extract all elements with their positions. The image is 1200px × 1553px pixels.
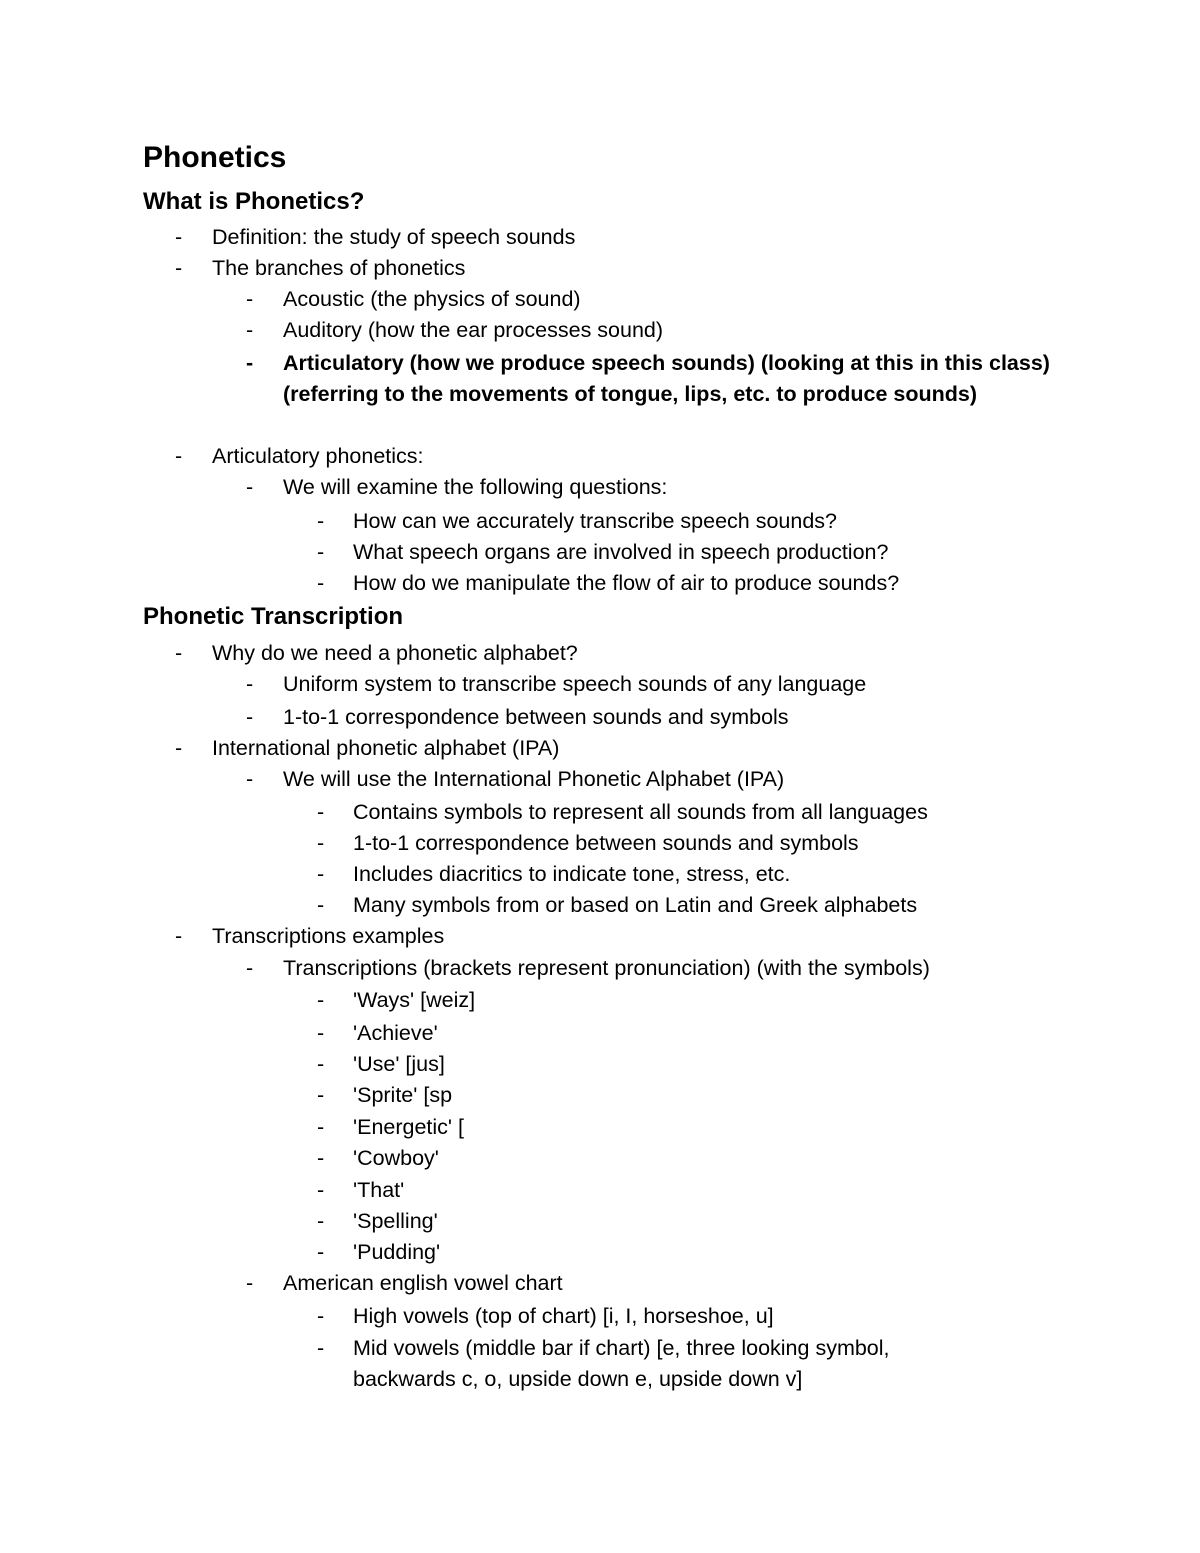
list-item-text: International phonetic alphabet (IPA) bbox=[212, 736, 560, 760]
list-item-text: Contains symbols to represent all sounds from all languages bbox=[353, 800, 928, 824]
bullet-dash: - bbox=[175, 736, 183, 760]
list-item-text: Why do we need a phonetic alphabet? bbox=[212, 641, 578, 665]
bullet-dash: - bbox=[317, 831, 325, 855]
list-item-text: 'Pudding' bbox=[353, 1240, 441, 1264]
bullet-dash: - bbox=[317, 1083, 325, 1107]
list-item-text: 'Achieve' bbox=[353, 1021, 438, 1045]
list-item-text: Auditory (how the ear processes sound) bbox=[283, 318, 664, 342]
bullet-dash: - bbox=[317, 988, 325, 1012]
bullet-dash: - bbox=[317, 1146, 325, 1170]
list-item-text: 'Ways' [weiz] bbox=[353, 988, 476, 1012]
list-item-text: We will use the International Phonetic Alphabet (IPA) bbox=[283, 767, 785, 791]
list-item-text: What speech organs are involved in speech production? bbox=[353, 540, 889, 564]
list-item-text: 'Energetic' [ bbox=[353, 1115, 464, 1139]
bullet-dash: - bbox=[317, 1240, 325, 1264]
bullet-dash: - bbox=[175, 924, 183, 948]
bullet-dash: - bbox=[246, 956, 254, 980]
list-item-text: 'Sprite' [sp bbox=[353, 1083, 453, 1107]
bullet-dash: - bbox=[246, 1271, 254, 1295]
bullet-dash: - bbox=[246, 672, 254, 696]
list-item-text: Uniform system to transcribe speech sounds of any language bbox=[283, 672, 867, 696]
bullet-dash: - bbox=[246, 705, 254, 729]
bullet-dash: - bbox=[317, 893, 325, 917]
bullet-dash: - bbox=[317, 1052, 325, 1076]
document-title: Phonetics bbox=[143, 141, 287, 174]
bullet-dash: - bbox=[317, 800, 325, 824]
list-item-text: Includes diacritics to indicate tone, stress, etc. bbox=[353, 862, 791, 886]
bullet-dash: - bbox=[246, 318, 254, 342]
list-item-text: Acoustic (the physics of sound) bbox=[283, 287, 581, 311]
bullet-dash: - bbox=[175, 225, 183, 249]
list-item-text: Articulatory (how we produce speech sounds) (looking at this in this class) (referring to the movements of tongue, lips, etc. to produce sounds) bbox=[283, 351, 1050, 406]
bullet-dash: - bbox=[246, 287, 254, 311]
list-item-text: Definition: the study of speech sounds bbox=[212, 225, 576, 249]
bullet-dash: - bbox=[317, 571, 325, 595]
list-item-text: 'Spelling' bbox=[353, 1209, 438, 1233]
list-item-text: The branches of phonetics bbox=[212, 256, 466, 280]
bullet-dash: - bbox=[317, 1304, 325, 1328]
list-item-text: Transcriptions (brackets represent pronunciation) (with the symbols) bbox=[283, 956, 930, 980]
section-heading-what-is-phonetics: What is Phonetics? bbox=[143, 188, 365, 215]
bullet-dash: - bbox=[246, 351, 254, 375]
bullet-dash: - bbox=[317, 1178, 325, 1202]
list-item-text: Articulatory phonetics: bbox=[212, 444, 424, 468]
list-item-text: 'Cowboy' bbox=[353, 1146, 439, 1170]
bullet-dash: - bbox=[246, 767, 254, 791]
bullet-dash: - bbox=[317, 862, 325, 886]
bullet-dash: - bbox=[317, 1021, 325, 1045]
list-item-text: High vowels (top of chart) [i, I, horseshoe, u] bbox=[353, 1304, 774, 1328]
list-item-text: 1-to-1 correspondence between sounds and symbols bbox=[283, 705, 789, 729]
bullet-dash: - bbox=[317, 540, 325, 564]
list-item-text: Mid vowels (middle bar if chart) [e, three looking symbol, backwards c, o, upside down e, upside down v] bbox=[353, 1336, 890, 1391]
list-item-text: How do we manipulate the flow of air to produce sounds? bbox=[353, 571, 900, 595]
bullet-dash: - bbox=[175, 641, 183, 665]
section-heading-phonetic-transcription: Phonetic Transcription bbox=[143, 603, 404, 630]
bullet-dash: - bbox=[317, 509, 325, 533]
list-item-text: American english vowel chart bbox=[283, 1271, 563, 1295]
list-item-text: We will examine the following questions: bbox=[283, 475, 668, 499]
bullet-dash: - bbox=[317, 1209, 325, 1233]
bullet-dash: - bbox=[175, 256, 183, 280]
bullet-dash: - bbox=[246, 475, 254, 499]
list-item-text: How can we accurately transcribe speech sounds? bbox=[353, 509, 838, 533]
list-item-text: 'Use' [jus] bbox=[353, 1052, 445, 1076]
list-item-text: Transcriptions examples bbox=[212, 924, 445, 948]
bullet-dash: - bbox=[175, 444, 183, 468]
list-item-text: 'That' bbox=[353, 1178, 405, 1202]
list-item-text: 1-to-1 correspondence between sounds and symbols bbox=[353, 831, 859, 855]
bullet-dash: - bbox=[317, 1336, 325, 1360]
bullet-dash: - bbox=[317, 1115, 325, 1139]
list-item-text: Many symbols from or based on Latin and Greek alphabets bbox=[353, 893, 918, 917]
